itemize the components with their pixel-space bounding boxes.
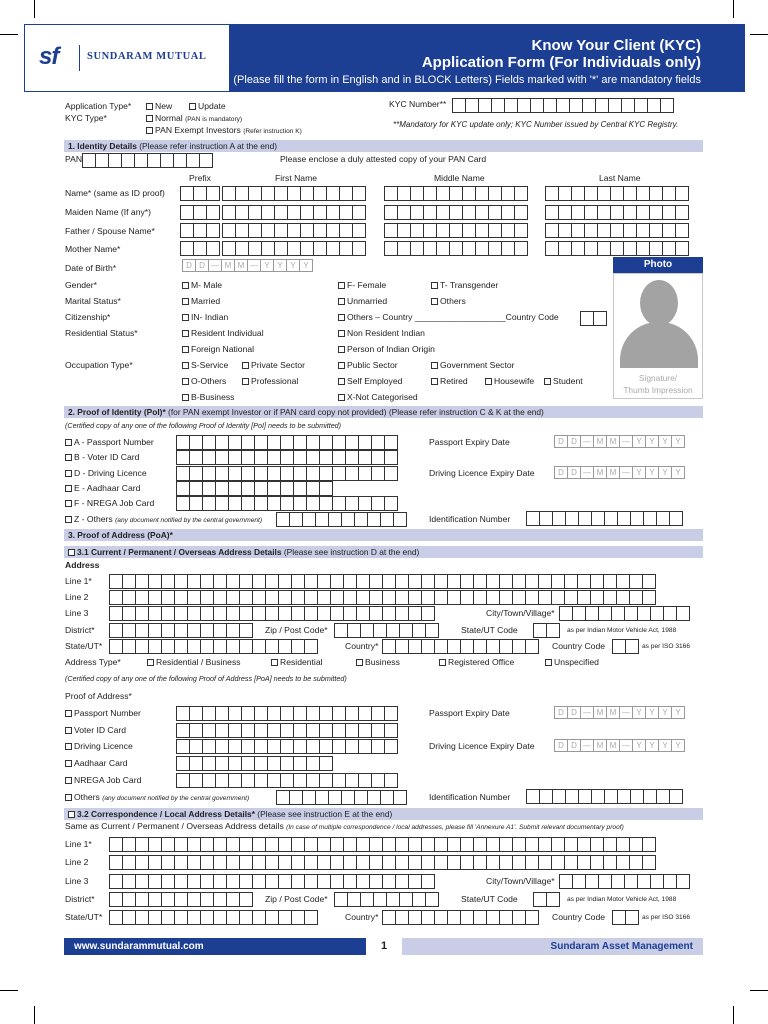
occ-not-categorised[interactable]: X-Not Categorised bbox=[338, 392, 418, 402]
poa-others-boxes[interactable] bbox=[276, 790, 406, 805]
checkbox[interactable] bbox=[439, 659, 446, 666]
zip-boxes[interactable] bbox=[334, 623, 438, 638]
date-char-box[interactable]: Y bbox=[645, 706, 659, 719]
occ-private[interactable]: Private Sector bbox=[242, 360, 305, 370]
country-boxes[interactable] bbox=[382, 639, 538, 654]
poa-driving[interactable]: Driving Licence bbox=[65, 741, 133, 751]
checkbox[interactable] bbox=[338, 282, 345, 289]
state-label: State/UT* bbox=[65, 641, 103, 651]
section-3-2-header: 3.2 Correspondence / Local Address Details* (Please see instruction E at the end) bbox=[64, 808, 703, 820]
form-title-2: Application Form (For Individuals only) bbox=[421, 54, 701, 71]
checkbox[interactable] bbox=[242, 378, 249, 385]
checkbox[interactable] bbox=[182, 378, 189, 385]
corr-country-boxes[interactable] bbox=[382, 910, 538, 925]
checkbox[interactable] bbox=[65, 760, 72, 767]
gender-male[interactable]: M- Male bbox=[182, 280, 222, 290]
res-foreign[interactable]: Foreign National bbox=[182, 344, 254, 354]
crop-mark bbox=[750, 34, 768, 35]
app-type-update[interactable]: Update bbox=[189, 101, 226, 111]
crop-mark bbox=[733, 1006, 734, 1024]
crop-mark bbox=[0, 990, 18, 991]
occ-housewife[interactable]: Housewife bbox=[485, 376, 534, 386]
name-row-first-boxes[interactable] bbox=[222, 186, 365, 201]
col-middle-name: Middle Name bbox=[434, 173, 485, 183]
line2-boxes[interactable] bbox=[109, 590, 655, 605]
poi-voter[interactable]: B - Voter ID Card bbox=[65, 452, 139, 462]
occ-service[interactable]: S-Service bbox=[182, 360, 228, 370]
date-char-box[interactable]: Y bbox=[658, 466, 672, 479]
corr-line3-boxes[interactable] bbox=[109, 874, 434, 889]
poa-voter[interactable]: Voter ID Card bbox=[65, 725, 126, 735]
date-char-box[interactable]: M bbox=[593, 706, 607, 719]
date-char-box[interactable]: Y bbox=[645, 435, 659, 448]
poa-driving-boxes[interactable] bbox=[176, 739, 397, 754]
poi-passport-boxes[interactable] bbox=[176, 435, 397, 450]
date-char-box[interactable]: Y bbox=[658, 706, 672, 719]
date-char-box[interactable]: Y bbox=[632, 466, 646, 479]
pan-label: PAN bbox=[65, 154, 83, 164]
date-char-box[interactable]: — bbox=[580, 435, 594, 448]
date-char-box[interactable]: — bbox=[619, 466, 633, 479]
poi-id-number-boxes[interactable] bbox=[526, 511, 682, 526]
person-silhouette-icon bbox=[640, 280, 678, 326]
line2-label: Line 2 bbox=[65, 592, 89, 602]
mother-name-row-last-boxes[interactable] bbox=[545, 241, 688, 256]
date-char-box[interactable]: M bbox=[234, 259, 248, 272]
res-nri[interactable]: Non Resident Indian bbox=[338, 328, 425, 338]
page-number: 1 bbox=[380, 940, 388, 952]
checkbox[interactable] bbox=[338, 314, 345, 321]
poi-passport-expiry-boxes[interactable] bbox=[554, 435, 684, 448]
checkbox[interactable] bbox=[65, 485, 72, 492]
checkbox[interactable] bbox=[338, 298, 345, 305]
corr-state-boxes[interactable] bbox=[109, 910, 317, 925]
col-last-name: Last Name bbox=[599, 173, 641, 183]
state-code-boxes[interactable] bbox=[533, 623, 559, 638]
date-char-box[interactable]: Y bbox=[632, 739, 646, 752]
marital-label: Marital Status* bbox=[65, 296, 121, 306]
father-spouse-label: Father / Spouse Name* bbox=[65, 226, 155, 236]
date-char-box[interactable]: M bbox=[593, 466, 607, 479]
date-char-box[interactable]: M bbox=[593, 739, 607, 752]
date-char-box[interactable]: — bbox=[208, 259, 222, 272]
poa-nrega[interactable]: NREGA Job Card bbox=[65, 775, 141, 785]
name-label: Name* (same as ID proof) bbox=[65, 188, 165, 198]
logo bbox=[24, 24, 230, 92]
section-1-header: 1. Identity Details (Please refer instruction A at the end) bbox=[64, 140, 703, 152]
corr-district-boxes[interactable] bbox=[109, 892, 252, 907]
father-name-row-last-boxes[interactable] bbox=[545, 223, 688, 238]
crop-mark bbox=[733, 0, 734, 18]
residential-label: Residential Status* bbox=[65, 328, 138, 338]
maiden-name-row-middle-boxes[interactable] bbox=[384, 205, 527, 220]
corr-state-code-boxes[interactable] bbox=[533, 892, 559, 907]
corr-zip-boxes[interactable] bbox=[334, 892, 438, 907]
occ-public[interactable]: Public Sector bbox=[338, 360, 398, 370]
corr-country-code-boxes[interactable] bbox=[612, 910, 638, 925]
app-type-new[interactable]: New bbox=[146, 101, 172, 111]
poa-passport[interactable]: Passport Number bbox=[65, 708, 141, 718]
footer-company: Sundaram Asset Management bbox=[402, 938, 703, 955]
date-char-box[interactable]: — bbox=[580, 466, 594, 479]
poi-nrega[interactable]: F - NREGA Job Card bbox=[65, 498, 154, 508]
checkbox[interactable] bbox=[271, 659, 278, 666]
poi-passport-expiry-label: Passport Expiry Date bbox=[429, 437, 510, 447]
date-char-box[interactable]: — bbox=[580, 739, 594, 752]
proof-address-label: Proof of Address* bbox=[65, 691, 132, 701]
country-code-boxes-3[interactable] bbox=[612, 639, 638, 654]
poa-id-number-boxes[interactable] bbox=[526, 789, 682, 804]
date-char-box[interactable]: Y bbox=[632, 706, 646, 719]
checkbox[interactable] bbox=[146, 115, 153, 122]
date-char-box[interactable]: D bbox=[195, 259, 209, 272]
date-char-box[interactable]: D bbox=[554, 466, 568, 479]
poi-certified-note: (Certified copy of any one of the following Proof of Identity [PoI] needs to be submitted) bbox=[65, 421, 342, 430]
poa-passport-expiry-boxes[interactable] bbox=[554, 706, 684, 719]
district-boxes[interactable] bbox=[109, 623, 252, 638]
marital-unmarried[interactable]: Unmarried bbox=[338, 296, 387, 306]
checkbox[interactable] bbox=[65, 710, 72, 717]
checkbox[interactable] bbox=[68, 811, 75, 818]
occ-professional[interactable]: Professional bbox=[242, 376, 298, 386]
poa-others[interactable]: Others (any document notified by the central government) bbox=[65, 792, 249, 802]
checkbox[interactable] bbox=[65, 454, 72, 461]
poa-certified-note: (Certified copy of any one of the following Proof of Address [PoA] needs to be submitted) bbox=[65, 674, 347, 683]
line3-label: Line 3 bbox=[65, 608, 89, 618]
res-resident[interactable]: Resident Individual bbox=[182, 328, 264, 338]
date-char-box[interactable]: Y bbox=[260, 259, 274, 272]
city-boxes[interactable] bbox=[559, 606, 689, 621]
date-char-box[interactable]: Y bbox=[658, 435, 672, 448]
date-char-box[interactable]: Y bbox=[645, 739, 659, 752]
corr-city-label: City/Town/Village* bbox=[486, 876, 555, 886]
date-char-box[interactable]: M bbox=[606, 435, 620, 448]
brand-name: SUNDARAM MUTUAL bbox=[87, 51, 207, 62]
poa-aadhaar-boxes[interactable] bbox=[176, 756, 332, 771]
pan-note: Please enclose a duly attested copy of your PAN Card bbox=[280, 154, 487, 164]
dob-label: Date of Birth* bbox=[65, 263, 117, 273]
poi-voter-boxes[interactable] bbox=[176, 450, 397, 465]
date-char-box[interactable]: M bbox=[593, 435, 607, 448]
corr-country-label: Country* bbox=[345, 912, 379, 922]
poi-id-number-label: Identification Number bbox=[429, 514, 511, 524]
mother-name-row-prefix-boxes[interactable] bbox=[180, 241, 219, 256]
poi-passport[interactable]: A - Passport Number bbox=[65, 437, 154, 447]
country-label: Country* bbox=[345, 641, 379, 651]
poi-driving[interactable]: D - Driving Licence bbox=[65, 468, 147, 478]
date-char-box[interactable]: Y bbox=[671, 706, 685, 719]
maiden-name-row-last-boxes[interactable] bbox=[545, 205, 688, 220]
maiden-name-row-prefix-boxes[interactable] bbox=[180, 205, 219, 220]
poa-voter-boxes[interactable] bbox=[176, 723, 397, 738]
checkbox[interactable] bbox=[431, 362, 438, 369]
col-prefix: Prefix bbox=[189, 173, 211, 183]
address-type-label: Address Type* bbox=[65, 657, 121, 667]
poi-aadhaar[interactable]: E - Aadhaar Card bbox=[65, 483, 140, 493]
checkbox[interactable] bbox=[189, 103, 196, 110]
date-char-box[interactable]: Y bbox=[671, 466, 685, 479]
corr-state-code-label: State/UT Code bbox=[461, 894, 518, 904]
occ-retired[interactable]: Retired bbox=[431, 376, 468, 386]
addr-type-registered[interactable]: Registered Office bbox=[439, 657, 514, 667]
signature-label: Signature/ Thumb Impression bbox=[623, 373, 693, 395]
form-header bbox=[24, 24, 745, 92]
corr-city-boxes[interactable] bbox=[559, 874, 689, 889]
date-char-box[interactable]: — bbox=[619, 739, 633, 752]
occ-student[interactable]: Student bbox=[544, 376, 583, 386]
zip-label: Zip / Post Code* bbox=[265, 625, 328, 635]
marital-married[interactable]: Married bbox=[182, 296, 220, 306]
corr-state-label: State/UT* bbox=[65, 912, 103, 922]
checkbox[interactable] bbox=[338, 378, 345, 385]
checkbox[interactable] bbox=[65, 470, 72, 477]
corr-district-label: District* bbox=[65, 894, 95, 904]
address-heading: Address bbox=[65, 560, 100, 570]
date-char-box[interactable]: M bbox=[606, 466, 620, 479]
checkbox[interactable] bbox=[431, 378, 438, 385]
line3-boxes[interactable] bbox=[109, 606, 434, 621]
occ-self-employed[interactable]: Self Employed bbox=[338, 376, 402, 386]
date-char-box[interactable]: D bbox=[554, 706, 568, 719]
mother-name-row-middle-boxes[interactable] bbox=[384, 241, 527, 256]
poa-passport-expiry-label: Passport Expiry Date bbox=[429, 708, 510, 718]
name-row-prefix-boxes[interactable] bbox=[180, 186, 219, 201]
corr-iso-note: as per ISO 3166 bbox=[642, 914, 691, 921]
state-boxes[interactable] bbox=[109, 639, 317, 654]
mother-name-row-first-boxes[interactable] bbox=[222, 241, 365, 256]
corr-line3-label: Line 3 bbox=[65, 876, 89, 886]
checkbox[interactable] bbox=[65, 500, 72, 507]
date-char-box[interactable]: M bbox=[606, 739, 620, 752]
gender-female[interactable]: F- Female bbox=[338, 280, 386, 290]
date-char-box[interactable]: D bbox=[554, 435, 568, 448]
checkbox[interactable] bbox=[485, 378, 492, 385]
marital-others[interactable]: Others bbox=[431, 296, 466, 306]
addr-type-residential[interactable]: Residential bbox=[271, 657, 323, 667]
poa-nrega-boxes[interactable] bbox=[176, 773, 397, 788]
poi-others[interactable]: Z - Others (any document notified by the central government) bbox=[65, 514, 262, 524]
addr-type-res-business[interactable]: Residential / Business bbox=[147, 657, 241, 667]
addr-type-business[interactable]: Business bbox=[356, 657, 400, 667]
checkbox[interactable] bbox=[182, 362, 189, 369]
mother-name-label: Mother Name* bbox=[65, 244, 121, 254]
checkbox[interactable] bbox=[65, 727, 72, 734]
date-char-box[interactable]: Y bbox=[632, 435, 646, 448]
occ-others[interactable]: O-Others bbox=[182, 376, 226, 386]
photo-box[interactable] bbox=[613, 273, 703, 399]
date-char-box[interactable]: Y bbox=[671, 739, 685, 752]
kyc-type-normal[interactable]: Normal (PAN is mandatory) bbox=[146, 113, 242, 123]
checkbox[interactable] bbox=[65, 777, 72, 784]
district-label: District* bbox=[65, 625, 95, 635]
checkbox[interactable] bbox=[147, 659, 154, 666]
date-char-box[interactable]: Y bbox=[658, 739, 672, 752]
checkbox[interactable] bbox=[65, 516, 72, 523]
corr-line2-boxes[interactable] bbox=[109, 855, 655, 870]
checkbox[interactable] bbox=[65, 743, 72, 750]
corr-country-code-label: Country Code bbox=[552, 912, 606, 922]
checkbox[interactable] bbox=[182, 298, 189, 305]
crop-mark bbox=[34, 0, 35, 18]
poa-dl-expiry-label: Driving Licence Expiry Date bbox=[429, 741, 535, 751]
kyc-number-label: KYC Number** bbox=[389, 99, 447, 109]
date-char-box[interactable]: Y bbox=[286, 259, 300, 272]
dob-boxes[interactable] bbox=[182, 259, 312, 272]
country-code-boxes[interactable] bbox=[580, 311, 606, 326]
section-2-header: 2. Proof of Identity (PoI)* (for PAN exempt Investor or if PAN card copy not provided) (Please refer instruction C & K at the end) bbox=[64, 406, 703, 418]
checkbox[interactable] bbox=[65, 439, 72, 446]
corr-line2-label: Line 2 bbox=[65, 857, 89, 867]
form-subtitle: (Please fill the form in English and in BLOCK Letters) Fields marked with '*' are mandatory fields bbox=[233, 74, 701, 86]
date-char-box[interactable]: D bbox=[567, 706, 581, 719]
poi-aadhaar-boxes[interactable] bbox=[176, 481, 332, 496]
date-char-box[interactable]: D bbox=[182, 259, 196, 272]
citizenship-indian[interactable]: IN- Indian bbox=[182, 312, 228, 322]
poa-aadhaar[interactable]: Aadhaar Card bbox=[65, 758, 128, 768]
checkbox[interactable] bbox=[544, 378, 551, 385]
name-row-last-boxes[interactable] bbox=[545, 186, 688, 201]
checkbox[interactable] bbox=[545, 659, 552, 666]
poi-dl-expiry-label: Driving Licence Expiry Date bbox=[429, 468, 535, 478]
checkbox[interactable] bbox=[182, 394, 189, 401]
poi-dl-expiry-boxes[interactable] bbox=[554, 466, 684, 479]
footer-url[interactable]: www.sundarammutual.com bbox=[64, 938, 366, 955]
checkbox[interactable] bbox=[338, 362, 345, 369]
date-char-box[interactable]: D bbox=[567, 466, 581, 479]
father-name-row-first-boxes[interactable] bbox=[222, 223, 365, 238]
crop-mark bbox=[0, 34, 18, 35]
poa-dl-expiry-boxes[interactable] bbox=[554, 739, 684, 752]
date-char-box[interactable]: M bbox=[221, 259, 235, 272]
checkbox[interactable] bbox=[146, 103, 153, 110]
checkbox[interactable] bbox=[242, 362, 249, 369]
name-row-middle-boxes[interactable] bbox=[384, 186, 527, 201]
date-char-box[interactable]: — bbox=[619, 706, 633, 719]
crop-mark bbox=[34, 1006, 35, 1024]
maiden-name-row-first-boxes[interactable] bbox=[222, 205, 365, 220]
date-char-box[interactable]: — bbox=[619, 435, 633, 448]
date-char-box[interactable]: D bbox=[554, 739, 568, 752]
date-char-box[interactable]: M bbox=[606, 706, 620, 719]
checkbox[interactable] bbox=[182, 330, 189, 337]
date-char-box[interactable]: — bbox=[247, 259, 261, 272]
checkbox[interactable] bbox=[431, 282, 438, 289]
person-silhouette-body bbox=[620, 322, 698, 368]
state-code-label: State/UT Code bbox=[461, 625, 518, 635]
corr-mv-act-note: as per Indian Motor Vehicle Act, 1988 bbox=[567, 896, 677, 903]
checkbox[interactable] bbox=[65, 794, 72, 801]
photo-header: Photo bbox=[613, 257, 703, 273]
citizenship-others[interactable]: Others – Country ___________________Country Code bbox=[338, 312, 559, 322]
corr-zip-label: Zip / Post Code* bbox=[265, 894, 328, 904]
poa-id-number-label: Identification Number bbox=[429, 792, 511, 802]
pan-boxes[interactable] bbox=[82, 153, 212, 168]
checkbox[interactable] bbox=[338, 394, 345, 401]
kyc-number-boxes[interactable] bbox=[452, 98, 673, 113]
col-first-name: First Name bbox=[275, 173, 318, 183]
res-pio[interactable]: Person of Indian Origin bbox=[338, 344, 435, 354]
corr-line1-boxes[interactable] bbox=[109, 837, 655, 852]
addr-type-unspecified[interactable]: Unspecified bbox=[545, 657, 599, 667]
date-char-box[interactable]: — bbox=[580, 706, 594, 719]
poa-passport-boxes[interactable] bbox=[176, 706, 397, 721]
section-3-header: 3. Proof of Address (PoA)* bbox=[64, 529, 703, 541]
checkbox[interactable] bbox=[182, 314, 189, 321]
logo-divider bbox=[79, 45, 80, 71]
application-type-label: Application Type* bbox=[65, 101, 132, 111]
date-char-box[interactable]: Y bbox=[299, 259, 313, 272]
poi-nrega-boxes[interactable] bbox=[176, 496, 397, 511]
crop-mark bbox=[750, 990, 768, 991]
checkbox[interactable] bbox=[182, 282, 189, 289]
kyc-type-label: KYC Type* bbox=[65, 113, 107, 123]
occupation-label: Occupation Type* bbox=[65, 360, 133, 370]
checkbox[interactable] bbox=[338, 330, 345, 337]
citizenship-label: Citizenship* bbox=[65, 312, 111, 322]
checkbox[interactable] bbox=[431, 298, 438, 305]
section-3-1-header: 3.1 Current / Permanent / Overseas Address Details (Please see instruction D at the end) bbox=[64, 546, 703, 558]
father-name-row-prefix-boxes[interactable] bbox=[180, 223, 219, 238]
checkbox[interactable] bbox=[68, 549, 75, 556]
iso-note: as per ISO 3166 bbox=[642, 643, 691, 650]
father-name-row-middle-boxes[interactable] bbox=[384, 223, 527, 238]
date-char-box[interactable]: Y bbox=[273, 259, 287, 272]
occ-government[interactable]: Government Sector bbox=[431, 360, 515, 370]
occ-business[interactable]: B-Business bbox=[182, 392, 234, 402]
city-label: City/Town/Village* bbox=[486, 608, 555, 618]
date-char-box[interactable]: Y bbox=[671, 435, 685, 448]
corr-line1-label: Line 1* bbox=[65, 839, 92, 849]
date-char-box[interactable]: D bbox=[567, 739, 581, 752]
mv-act-note: as per Indian Motor Vehicle Act, 1988 bbox=[567, 627, 677, 634]
date-char-box[interactable]: Y bbox=[645, 466, 659, 479]
kyc-note: **Mandatory for KYC update only; KYC Number issued by Central KYC Registry. bbox=[393, 120, 679, 129]
line1-boxes[interactable] bbox=[109, 574, 655, 589]
form-title: Know Your Client (KYC) bbox=[531, 37, 701, 54]
poi-others-boxes[interactable] bbox=[276, 512, 406, 527]
sf-logo-icon: sf bbox=[39, 43, 59, 70]
checkbox[interactable] bbox=[338, 346, 345, 353]
checkbox[interactable] bbox=[182, 346, 189, 353]
kyc-type-pan-exempt[interactable]: PAN Exempt Investors (Refer instruction K) bbox=[146, 125, 302, 135]
gender-label: Gender* bbox=[65, 280, 98, 290]
country-code-label: Country Code bbox=[552, 641, 606, 651]
maiden-name-label: Maiden Name (If any*) bbox=[65, 207, 151, 217]
line1-label: Line 1* bbox=[65, 576, 92, 586]
date-char-box[interactable]: D bbox=[567, 435, 581, 448]
gender-transgender[interactable]: T- Transgender bbox=[431, 280, 498, 290]
checkbox[interactable] bbox=[356, 659, 363, 666]
same-as-current: Same as Current / Permanent / Overseas Address details (In case of multiple correspondence / local addresses, please fill 'Annexure A1'. Submit relevant documentary proof) bbox=[65, 821, 624, 831]
checkbox[interactable] bbox=[146, 127, 153, 134]
poi-driving-boxes[interactable] bbox=[176, 466, 397, 481]
